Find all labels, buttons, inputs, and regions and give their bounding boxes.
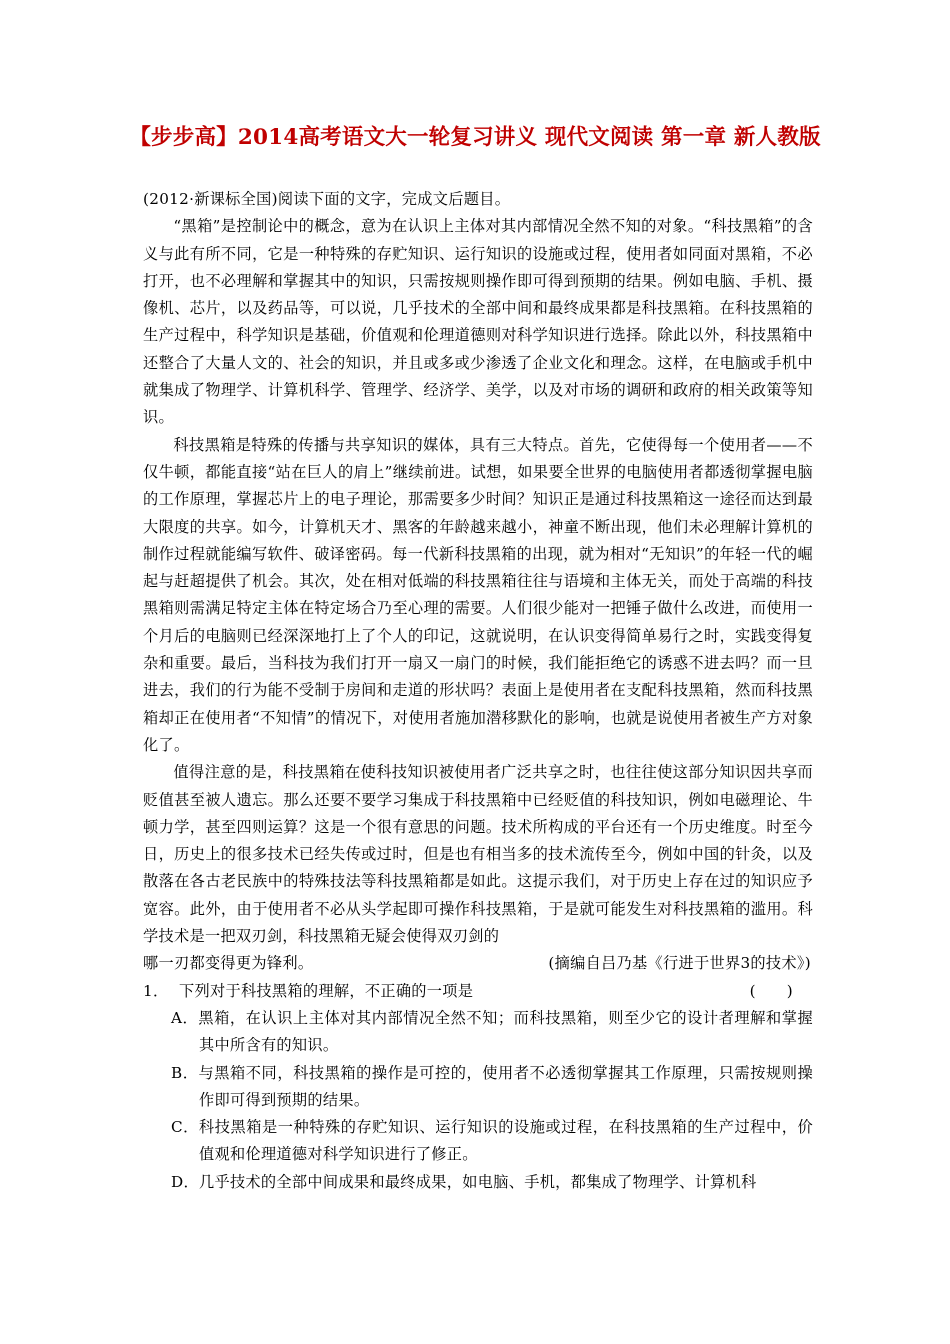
paragraph-3-text: 值得注意的是，科技黑箱在使科技知识被使用者广泛共享之时，也往往使这部分知识因共享而贬值甚至被人遗忘。那么还要不要学习集成于科技黑箱中已经贬值的科技知识，例如电磁理论、牛顿力学，甚至四则运算？这是一个很有意思的问题。技术所构成的平台还有一个历史维度。时至今日，历史上的很多技术已经失传或过时，但是也有相当多的技术流传至今，例如中国的针灸，以及散落在各古老民族中的特殊技法等科技黑箱都是如此。这提示我们，对于历史上存在过的知识应予宽容。此外，由于使用者不必从头学起即可操作科技黑箱，于是就可能发生对科技黑箱的滥用。科学技术是一把双刃剑，科技黑箱无疑会使得双刃剑的 [143,763,813,946]
option-c: C．科技黑箱是一种特殊的存贮知识、运行知识的设施或过程，在科技黑箱的生产过程中，价值观和伦理道德对科学知识进行了修正。 [171,1118,813,1164]
question-stem: 下列对于科技黑箱的理解，不正确的一项是 [179,981,474,1000]
paragraph-3-last-line: 哪一刃都变得更为锋利。 [143,954,314,973]
answer-blank: ( ) [749,981,793,1000]
question-number: 1． [143,981,169,1000]
source-citation: (摘编自吕乃基《行进于世界3的技术》) [548,954,811,973]
intro-line: (2012·新课标全国)阅读下面的文字，完成文后题目。 [143,190,511,208]
paragraph-1: “黑箱”是控制论中的概念，意为在认识上主体对其内部情况全然不知的对象。“科技黑箱”的含义与此有所不同，它是一种特殊的存贮知识、运行知识的设施或过程，使用者如同面对黑箱，不必打开，也不必理解和掌握其中的知识，只需按规则操作即可得到预期的结果。例如电脑、手机、摄像机、芯片，以及药品等，可以说，几乎技术的全部中间和最终成果都是科技黑箱。在科技黑箱的生产过程中，科学知识是基础，价值观和伦理道德则对科学知识进行选择。除此以外，科技黑箱中还整合了大量人文的、社会的知识，并且或多或少渗透了企业文化和理念。这样，在电脑或手机中就集成了物理学、计算机科学、管理学、经济学、美学，以及对市场的调研和政府的相关政策等知识。 [143,217,813,427]
document-title: 【步步高】2014高考语文大一轮复习讲义 现代文阅读 第一章 新人教版 [129,125,821,150]
option-a: A．黑箱，在认识上主体对其内部情况全然不知；而科技黑箱，则至少它的设计者理解和掌握其中所含有的知识。 [171,1008,813,1055]
document-body [143,186,813,1196]
question-stem-row [179,978,813,1005]
paragraph-3 [143,759,813,977]
option-b: B．与黑箱不同，科技黑箱的操作是可控的，使用者不必透彻掌握其工作原理，只需按规则操作即可得到预期的结果。 [171,1063,813,1109]
question-1 [143,978,813,1005]
source-line [143,950,813,977]
paragraph-2: 科技黑箱是特殊的传播与共享知识的媒体，具有三大特点。首先，它使得每一个使用者——不仅牛顿，都能直接“站在巨人的肩上”继续前进。试想，如果要全世界的电脑使用者都透彻掌握电脑的工作原理，掌握芯片上的电子理论，那需要多少时间？知识正是通过科技黑箱这一途径而达到最大限度的共享。如今，计算机天才、黑客的年龄越来越小，神童不断出现，他们未必理解计算机的制作过程就能编写软件、破译密码。每一代新科技黑箱的出现，就为相对“无知识”的年轻一代的崛起与赶超提供了机会。其次，处在相对低端的科技黑箱往往与语境和主体无关，而处于高端的科技黑箱则需满足特定主体在特定场合乃至心理的需要。人们很少能对一把锤子做什么改进，而使用一个月后的电脑则已经深深地打上了个人的印记，这就说明，在认识变得简单易行之时，实践变得复杂和重要。最后，当科技为我们打开一扇又一扇门的时候，我们能拒绝它的诱惑不进去吗？而一旦进去，我们的行为能不受制于房间和走道的形状吗？表面上是使用者在支配科技黑箱，然而科技黑箱却正在使用者“不知情”的情况下，对使用者施加潜移默化的影响，也就是说使用者被生产方对象化了。 [143,435,813,754]
option-d: D．几乎技术的全部中间成果和最终成果，如电脑、手机，都集成了物理学、计算机科 [171,1172,757,1191]
